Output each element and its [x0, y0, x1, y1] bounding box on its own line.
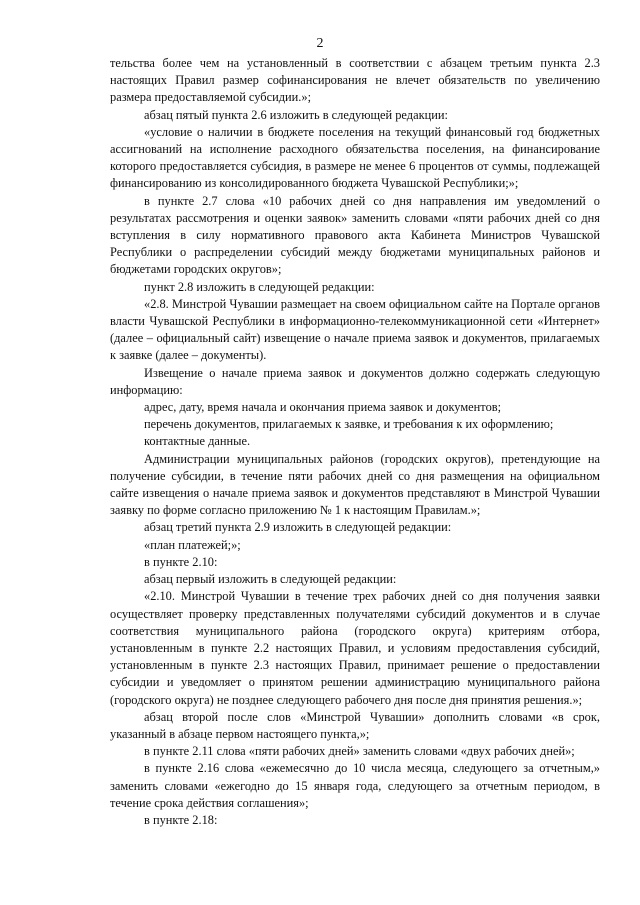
paragraph: в пункте 2.10:: [144, 554, 218, 569]
paragraph: тельства более чем на установленный в соответствии с абзацем третьим пункта 2.3 настоящих Правил размер софинансирования не влечет обязательств по увеличению размера предоставляемой субсидии.»;: [110, 56, 600, 105]
paragraph: в пункте 2.16 слова «ежемесячно до 10 числа месяца, следующего за отчетным,» заменить словами «ежегодно до 15 января года, следующего за отчетным периодом, в течение срока действия соглашения»;: [110, 761, 600, 810]
paragraph: контактные данные.: [144, 434, 251, 449]
paragraph: «план платежей;»;: [144, 537, 241, 552]
paragraph: «2.10. Минстрой Чувашии в течение трех рабочих дней со дня получения заявки осуществляет проверку представленных получателями субсидий документов и в случае соответствия муниципального района (городского округа) критериям отбора, установленным в пункте 2.2 настоящих Правил, и условиям предоставления субсидий, установленным в пункте 2.3 настоящих Правил, принимает решение о предоставлении субсидии и уведомляет о принятом решении администрацию муниципального района (городского округа) не позднее следующего рабочего дня после дня принятия решения.»;: [110, 589, 600, 707]
document-body: [110, 55, 600, 829]
paragraph: абзац пятый пункта 2.6 изложить в следующей редакции:: [144, 107, 448, 122]
paragraph: пункт 2.8 изложить в следующей редакции:: [144, 279, 375, 294]
paragraph: Извещение о начале приема заявок и документов должно содержать следующую информацию:: [110, 365, 600, 397]
paragraph: адрес, дату, время начала и окончания приема заявок и документов;: [144, 400, 502, 415]
paragraph: в пункте 2.18:: [144, 812, 218, 827]
paragraph: абзац третий пункта 2.9 изложить в следующей редакции:: [144, 520, 452, 535]
paragraph: перечень документов, прилагаемых к заявке, и требования к их оформлению;: [144, 417, 554, 432]
paragraph: в пункте 2.11 слова «пяти рабочих дней» заменить словами «двух рабочих дней»;: [144, 744, 575, 759]
paragraph: в пункте 2.7 слова «10 рабочих дней со дня направления им уведомлений о результатах рассмотрения и оценки заявок» заменить словами «пяти рабочих дней со дня вступления в силу нормативного правового акта Кабинета Министров Чувашской Республики о распределении субсидий между бюджетами муниципальных районов и бюджетами городских округов»;: [110, 193, 600, 277]
paragraph: абзац первый изложить в следующей редакции:: [144, 572, 397, 587]
paragraph: абзац второй после слов «Минстрой Чувашии» дополнить словами «в срок, указанный в абзаце первом настоящего пункта,»;: [110, 709, 600, 741]
paragraph: Администрации муниципальных районов (городских округов), претендующие на получение субсидии, в течение пяти рабочих дней со дня размещения на официальном сайте извещения о начале приема заявок и документов представляют в Минстрой Чувашии заявку по форме согласно приложению № 1 к настоящим Правилам.»;: [110, 451, 600, 518]
page-number: 2: [316, 36, 324, 51]
paragraph: «2.8. Минстрой Чувашии размещает на своем официальном сайте на Портале органов власти Чувашской Республики в информационно-телекоммуникационной сети «Интернет» (далее – официальный сайт) извещение о начале приема заявок и документов, прилагаемых к заявке (далее – документы).: [110, 296, 600, 363]
paragraph: «условие о наличии в бюджете поселения на текущий финансовый год бюджетных ассигнований на исполнение расходного обязательства поселения, на финансирование которого предоставляется субсидия, в размере не менее 6 процентов от суммы, подлежащей финансированию из консолидированного бюджета Чувашской Республики;»;: [110, 124, 600, 191]
